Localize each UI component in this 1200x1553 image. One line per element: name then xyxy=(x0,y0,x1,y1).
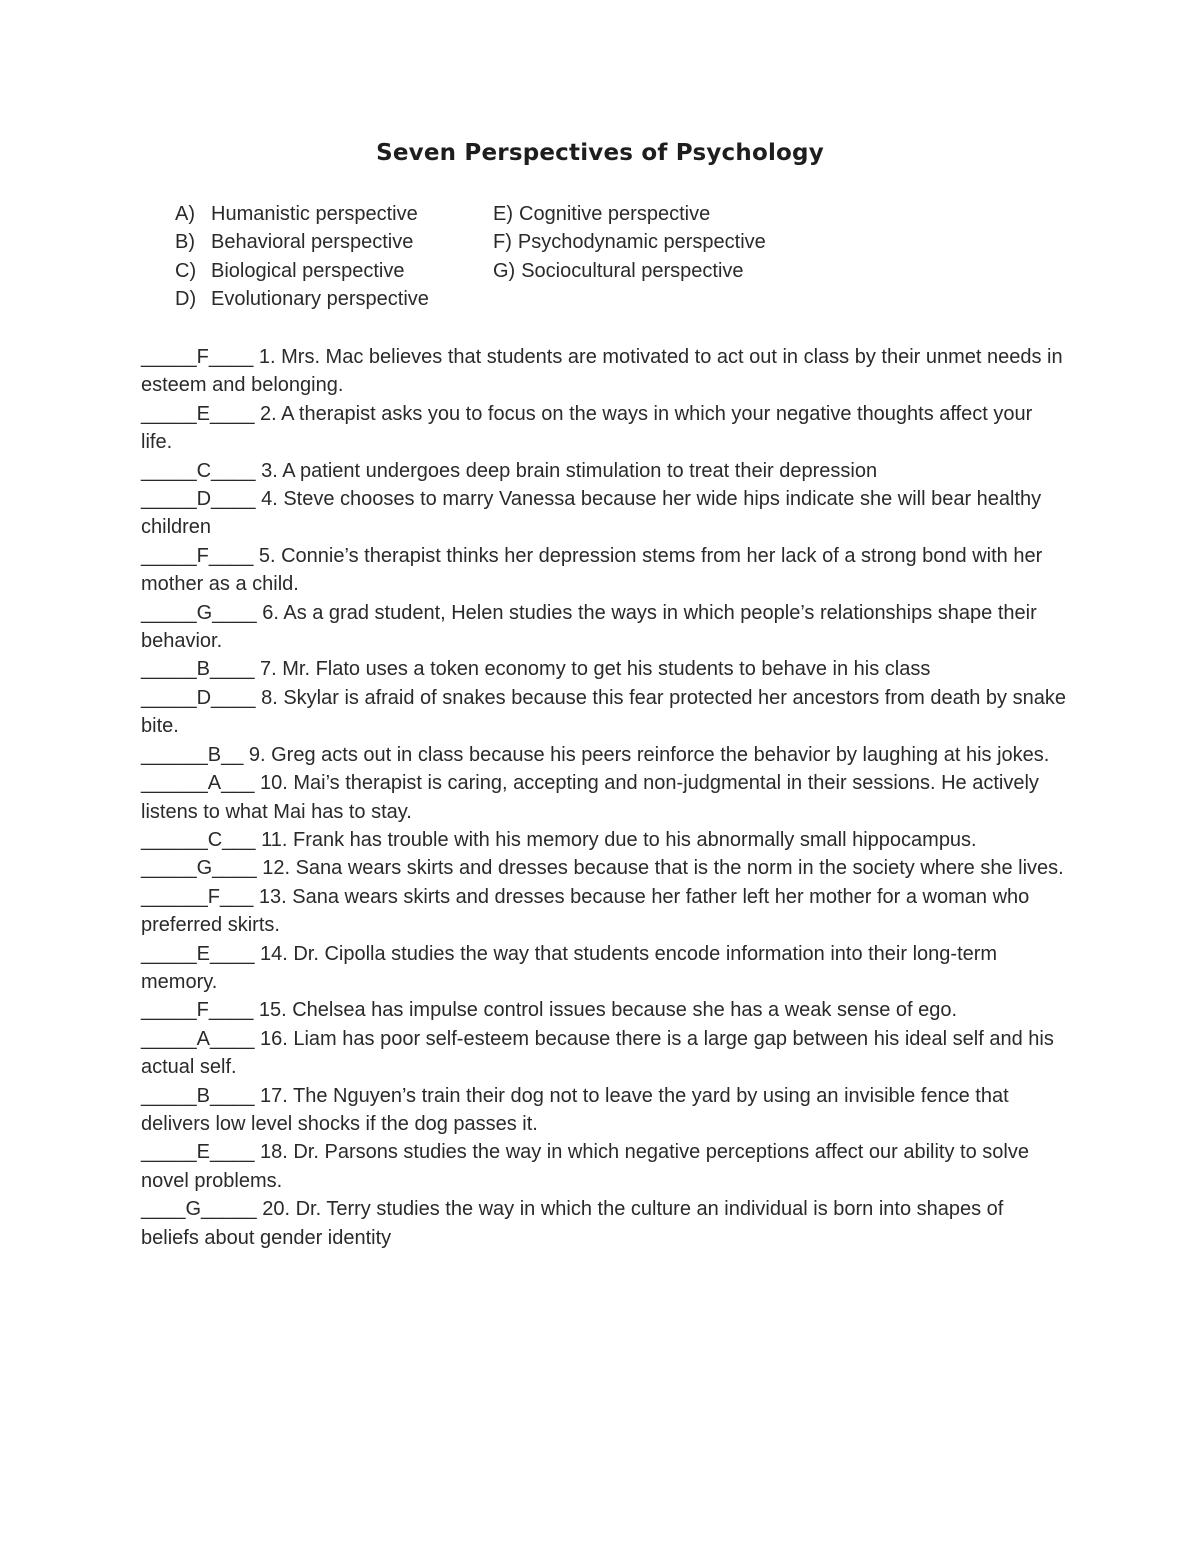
question-item: _____E____ 2. A therapist asks you to focus on the ways in which your negative thoughts affect your life. xyxy=(141,402,1033,454)
option-letter: D) xyxy=(175,287,197,310)
question-list xyxy=(141,343,1066,1252)
question-item: _____B____ 7. Mr. Flato uses a token economy to get his students to behave in his class xyxy=(141,658,931,681)
option-letter: E) xyxy=(493,203,513,225)
question-item: _____C____ 3. A patient undergoes deep brain stimulation to treat their depression xyxy=(141,459,878,482)
question-item: ______B__ 9. Greg acts out in class because his peers reinforce the behavior by laughing at his jokes. xyxy=(141,743,1050,766)
option-letter: A) xyxy=(175,203,195,225)
question-item: ______F___ 13. Sana wears skirts and dresses because her father left her mother for a woman who preferred skirts. xyxy=(141,885,1030,937)
option-label: Psychodynamic perspective xyxy=(517,231,766,254)
option-label: Behavioral perspective xyxy=(211,231,414,254)
question-item: ____G_____ 20. Dr. Terry studies the way in which the culture an individual is born into shapes of beliefs about gender identity xyxy=(141,1198,1004,1249)
question-item: ______A___ 10. Mai’s therapist is caring, accepting and non-judgmental in their sessions. He actively listens to what Mai has to stay. xyxy=(141,772,1039,823)
option-e xyxy=(493,200,913,228)
options-right-column xyxy=(493,200,913,285)
option-label: Biological perspective xyxy=(211,259,405,282)
question-item: _____E____ 18. Dr. Parsons studies the way in which negative perceptions affect our ability to solve novel problems. xyxy=(141,1141,1029,1192)
question-item: _____A____ 16. Liam has poor self-esteem because there is a large gap between his ideal self and his actual self. xyxy=(141,1027,1054,1079)
option-c xyxy=(175,257,495,285)
question-item: _____D____ 8. Skylar is afraid of snakes because this fear protected her ancestors from death by snake bite. xyxy=(141,686,1066,738)
question-item: _____D____ 4. Steve chooses to marry Vanessa because her wide hips indicate she will bear healthy children xyxy=(141,488,1042,539)
question-item: _____F____ 1. Mrs. Mac believes that students are motivated to act out in class by their unmet needs in esteem and belonging. xyxy=(141,346,1063,397)
option-label: Sociocultural perspective xyxy=(521,259,744,282)
option-letter: C) xyxy=(175,259,197,282)
option-a xyxy=(175,200,495,228)
question-item: _____G____ 6. As a grad student, Helen studies the ways in which people’s relationships shape their behavior. xyxy=(141,601,1037,653)
option-letter: F) xyxy=(493,231,512,254)
question-item: ______C___ 11. Frank has trouble with his memory due to his abnormally small hippocampus. xyxy=(141,828,977,851)
option-label: Humanistic perspective xyxy=(211,203,418,225)
question-item: _____E____ 14. Dr. Cipolla studies the way that students encode information into their long-term memory. xyxy=(141,942,998,993)
option-letter: G) xyxy=(493,259,516,282)
option-f xyxy=(493,228,913,256)
question-item: _____G____ 12. Sana wears skirts and dresses because that is the norm in the society where she lives. xyxy=(141,857,1064,880)
page-title: Seven Perspectives of Psychology xyxy=(376,140,824,166)
question-item: _____F____ 15. Chelsea has impulse control issues because she has a weak sense of ego. xyxy=(141,999,958,1022)
question-item: _____B____ 17. The Nguyen’s train their dog not to leave the yard by using an invisible fence that delivers low level shocks if the dog passes it. xyxy=(141,1084,1009,1135)
question-item: _____F____ 5. Connie’s therapist thinks her depression stems from her lack of a strong bond with her mother as a child. xyxy=(141,544,1043,596)
option-label: Evolutionary perspective xyxy=(211,287,429,310)
options-left-column xyxy=(175,200,495,313)
option-d xyxy=(175,285,495,313)
option-g xyxy=(493,257,913,285)
option-letter: B) xyxy=(175,231,195,254)
option-label: Cognitive perspective xyxy=(519,203,711,225)
option-b xyxy=(175,228,495,256)
